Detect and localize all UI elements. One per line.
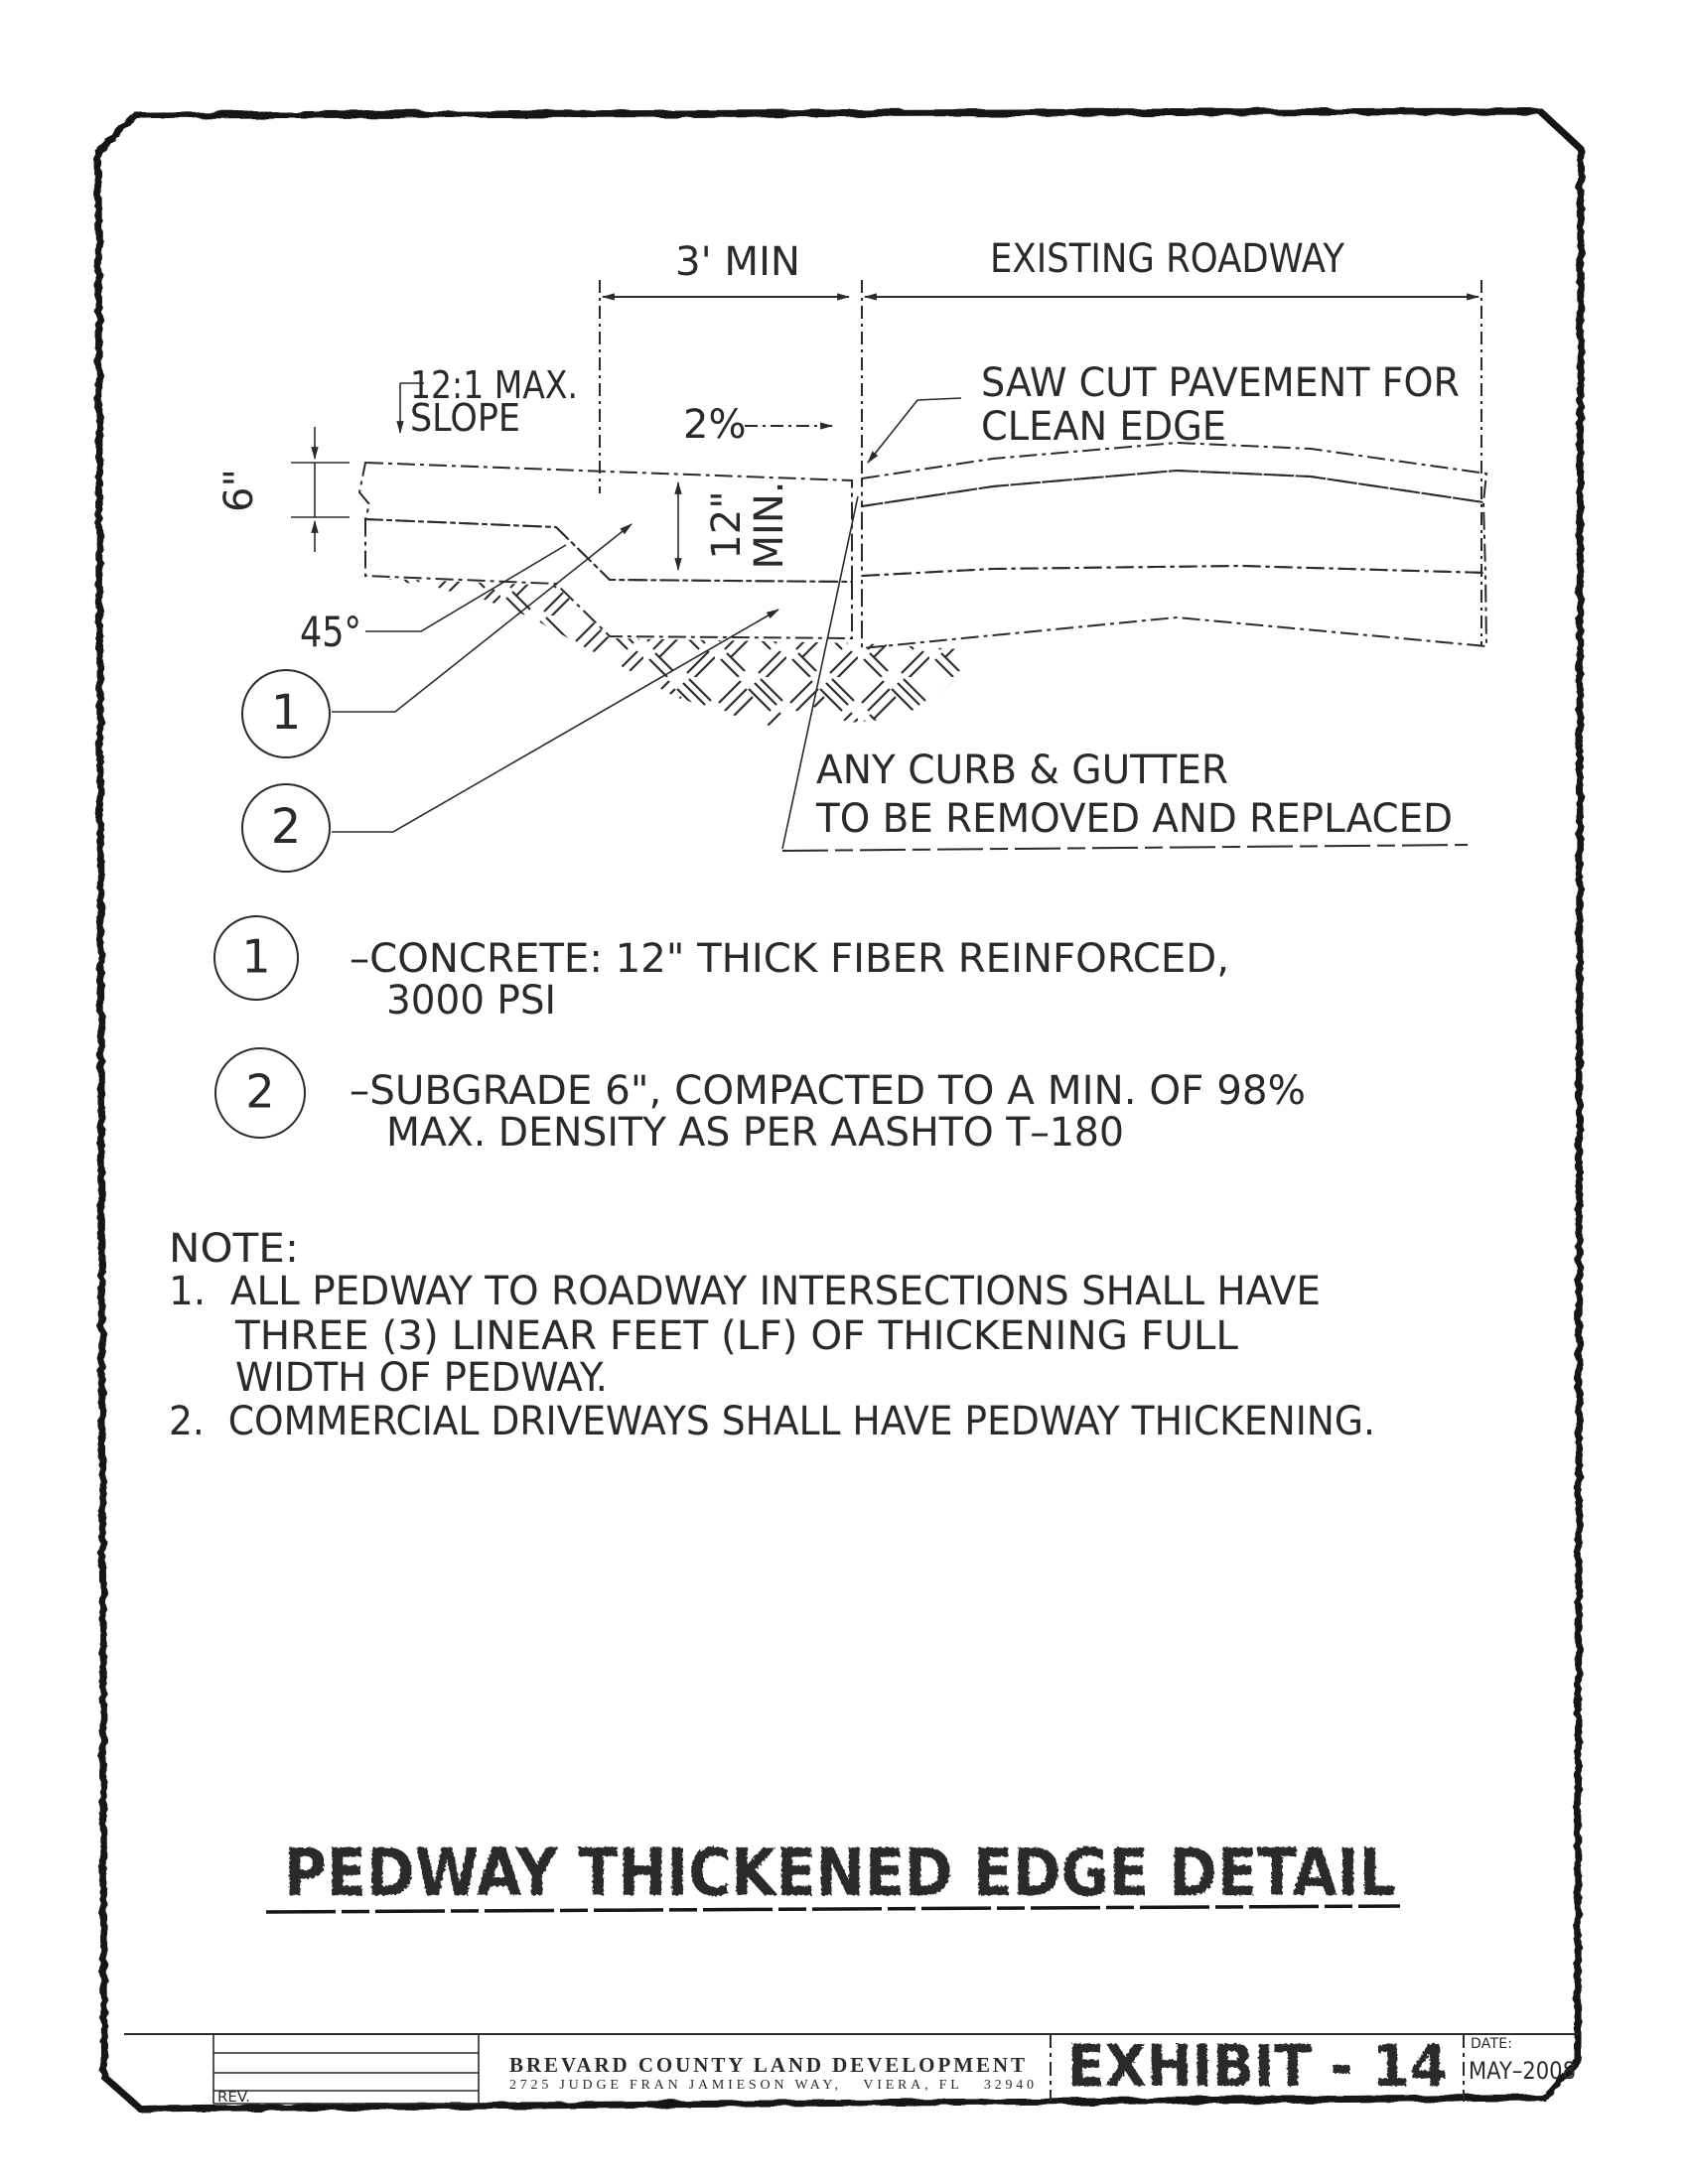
legend-item2-line2: MAX. DENSITY AS PER AASHTO T–180 [386,1110,1124,1156]
legend-item2-line1: –SUBGRADE 6", COMPACTED TO A MIN. OF 98% [350,1068,1306,1114]
note1-line2: THREE (3) LINEAR FEET (LF) OF THICKENING FULL [233,1313,1239,1359]
sawcut-label-line2: CLEAN EDGE [981,404,1226,450]
section-layers [359,443,1486,726]
exhibit-number: EXHIBIT - 14 [1067,2032,1448,2100]
dim-label-12in: 12" [704,490,750,560]
legend-item1-line2: 3000 PSI [386,978,556,1024]
date-label: DATE: [1471,2036,1512,2052]
note1-line1: 1. ALL PEDWAY TO ROADWAY INTERSECTIONS SHALL HAVE [169,1269,1321,1314]
sawcut-label-line1: SAW CUT PAVEMENT FOR [981,360,1460,406]
callout-number-2: 2 [270,799,302,855]
title-block [124,2032,1578,2106]
revision-label: REV. [217,2090,250,2106]
agency-address: 2725 JUDGE FRAN JAMIESON WAY, VIERA, FL 32940 [509,2078,1034,2093]
sheet-title: PEDWAY THICKENED EDGE DETAIL [284,1835,1396,1911]
date-value: MAY–2008 [1469,2057,1576,2085]
layer-roadway-asphalt [862,443,1486,506]
dim-ticks-6in [291,463,350,517]
layer-roadway-base [862,471,1485,576]
legend [214,916,1306,1156]
notes-heading: NOTE: [169,1226,299,1272]
diagram-labels [216,236,1460,855]
note1-line3: WIDTH OF PEDWAY. [235,1355,608,1401]
notes-block [169,1226,1375,1444]
legend-item1-line1: –CONCRETE: 12" THICK FIBER REINFORCED, [350,936,1229,982]
dim-label-existing-roadway: EXISTING ROADWAY [990,236,1345,282]
revision-table [213,2034,479,2106]
legend-number-2: 2 [245,1064,275,1119]
layer-existing-ground [387,579,993,726]
leader-sawcut [868,398,961,463]
note2: 2. COMMERCIAL DRIVEWAYS SHALL HAVE PEDWAY THICKENING. [169,1399,1375,1444]
dim-label-3min: 3' MIN [675,239,800,285]
agency-name: BREVARD COUNTY LAND DEVELOPMENT [509,2053,1025,2077]
dim-label-6in: 6" [216,469,262,512]
layer-roadway-subbase [862,566,1486,648]
chamfer-angle-label: 45° [300,608,361,656]
legend-number-1: 1 [241,929,271,984]
cross-slope-label: 2% [683,402,747,448]
revision-table-grid [213,2034,479,2104]
slope-label-line2: SLOPE [410,396,520,440]
slope-label-line1: 12:1 MAX. [410,363,578,407]
sheet-title-group [266,1835,1400,1912]
dim-label-12in-min: MIN. [747,480,792,570]
callout-number-1: 1 [270,685,302,741]
curb-note-line2: TO BE REMOVED AND REPLACED [815,796,1453,842]
curb-note-line1: ANY CURB & GUTTER [816,748,1228,793]
curb-note-underline [782,845,1468,851]
